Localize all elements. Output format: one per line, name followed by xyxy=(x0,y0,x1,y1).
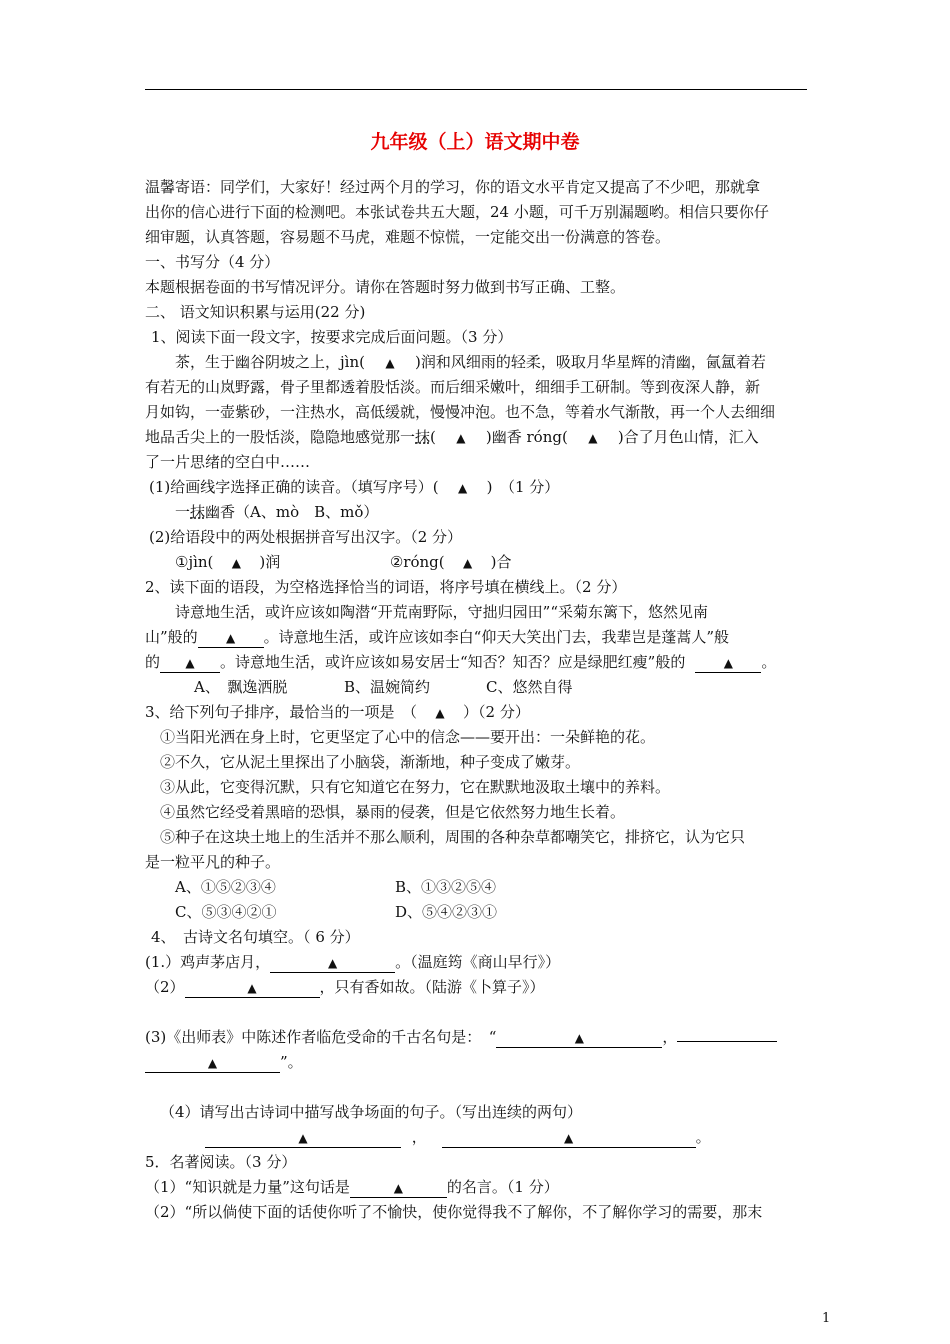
q2-option-a: A、 飘逸洒脱 xyxy=(194,678,288,696)
q1-passage-line-4: 地品舌尖上的一股恬淡，隐隐地感觉那一抹( ▲ )幽香 róng( ▲ )合了月色山情，汇入 xyxy=(145,428,759,446)
q4-item-4-blanks: ▲ ， ▲ 。 xyxy=(205,1127,711,1148)
answer-blank xyxy=(442,1128,696,1148)
q1-sub-1-options: 一抹幽香（A、mò B、mǒ） xyxy=(175,503,379,521)
q1-passage-line-2: 有若无的山岚野露，骨子里都透着股恬淡。而后细采嫩叶，细细手工研制。等到夜深人静，新 xyxy=(145,378,761,396)
answer-blank xyxy=(496,1028,662,1048)
answer-blank xyxy=(198,628,264,648)
q3-sentence-2: ②不久，它从泥土里探出了小脑袋，渐渐地，种子变成了嫩芽。 xyxy=(160,753,581,771)
answer-blank xyxy=(145,1053,280,1073)
answer-triangle: ▲ xyxy=(456,431,466,445)
answer-triangle: ▲ xyxy=(298,1131,308,1145)
answer-triangle: ▲ xyxy=(393,1181,403,1195)
q4-item-3: (3)《出师表》中陈述作者临危受命的千古名句是： “ ▲ ， xyxy=(145,1027,777,1048)
answer-blank xyxy=(695,653,761,673)
q3-stem: 3、给下列句子排序，最恰当的一项是 （ ▲ ）（2 分） xyxy=(145,703,530,721)
q1-passage-line-1: 茶，生于幽谷阴坡之上，jìn( ▲ )润和风细雨的轻柔，吸取月华星辉的清幽，氤氲着若 xyxy=(175,353,766,371)
q1-passage-line-5: 了一片思绪的空白中…… xyxy=(145,453,311,471)
q2-stem: 2、读下面的语段，为空格选择恰当的词语，将序号填在横线上。（2 分） xyxy=(145,578,627,596)
section-1-text: 本题根据卷面的书写情况评分。请你在答题时努力做到书写正确、工整。 xyxy=(145,278,626,296)
q2-line-2: 山”般的 ▲ 。诗意地生活，或许应该如李白“仰天大笑出门去，我辈岂是蓬蒿人”般 xyxy=(145,628,730,646)
answer-blank xyxy=(677,1041,777,1042)
answer-triangle: ▲ xyxy=(231,556,242,570)
q2-option-b: B、温婉简约 xyxy=(344,678,431,696)
answer-triangle: ▲ xyxy=(588,431,598,445)
q2-line-3: 的 ▲ 。诗意地生活，或许应该如易安居士“知否？知否？应是绿肥红瘦”般的 ▲ 。 xyxy=(145,653,777,671)
q4-item-2: （2） ▲ ，只有香如故。（陆游《卜算子》） xyxy=(145,978,545,996)
q3-sentence-1: ①当阳光洒在身上时，它更坚定了心中的信念——要开出：一朵鲜艳的花。 xyxy=(160,728,656,746)
answer-blank xyxy=(270,953,395,973)
intro-line-3: 细审题，认真答题，容易题不马虎，难题不惊慌，一定能交出一份满意的答卷。 xyxy=(145,228,671,246)
q3-option-d: D、⑤④②③① xyxy=(395,903,498,921)
answer-blank xyxy=(350,1178,447,1198)
answer-triangle: ▲ xyxy=(574,1031,585,1045)
q4-item-3-cont: ▲ ”。 xyxy=(145,1052,303,1073)
q4-stem: 4、 古诗文名句填空。（ 6 分） xyxy=(151,928,360,946)
q3-sentence-5: ⑤种子在这块土地上的生活并不那么顺利，周围的各种杂草都嘲笑它，排挤它，认为它只 xyxy=(160,828,746,846)
q5-stem: 5．名著阅读。（3 分） xyxy=(145,1153,297,1171)
q3-sentence-3: ③从此，它变得沉默，只有它知道它在努力，它在默默地汲取土壤中的养料。 xyxy=(160,778,671,796)
answer-triangle: ▲ xyxy=(247,981,257,995)
q1-sub-2: (2)给语段中的两处根据拼音写出汉字。（2 分） xyxy=(149,528,463,546)
q3-option-a: A、①⑤②③④ xyxy=(175,878,276,896)
intro-line-1: 温馨寄语：同学们，大家好！经过两个月的学习，你的语文水平肯定又提高了不少吧，那就拿 xyxy=(145,178,761,196)
q4-item-1: (1.）鸡声茅店月， ▲ 。（温庭筠《商山早行》） xyxy=(145,953,561,971)
exam-title: 九年级（上）语文期中卷 xyxy=(370,131,580,153)
answer-triangle: ▲ xyxy=(185,656,195,670)
q1-sub-2-blanks: ①jìn( ▲ )润 ②róng( ▲ )合 xyxy=(175,553,512,571)
q5-item-2: （2）“所以倘使下面的话使你听了不愉快，使你觉得我不了解你，不了解你学习的需要，那末 xyxy=(145,1203,763,1221)
answer-blank xyxy=(205,1128,401,1148)
answer-triangle: ▲ xyxy=(462,556,473,570)
answer-blank xyxy=(185,978,320,998)
q1-passage-line-3: 月如钩，一壶紫砂，一注热水，高低缓就，慢慢冲泡。也不急，等着水气渐散，再一个人去细细 xyxy=(145,403,776,421)
q3-option-c: C、⑤③④②① xyxy=(175,903,277,921)
answer-triangle: ▲ xyxy=(226,631,236,645)
answer-triangle: ▲ xyxy=(563,1131,574,1145)
q3-sentence-5-cont: 是一粒平凡的种子。 xyxy=(145,853,281,871)
underlined-char: 抹 xyxy=(190,503,206,521)
answer-triangle: ▲ xyxy=(328,956,338,970)
q3-option-b: B、①③②⑤④ xyxy=(395,878,497,896)
answer-triangle: ▲ xyxy=(385,356,395,370)
underlined-char: 抹 xyxy=(415,428,431,446)
header-rule xyxy=(145,89,807,90)
q2-option-c: C、悠然自得 xyxy=(486,678,573,696)
q4-item-4: （4）请写出古诗词中描写战争场面的句子。（写出连续的两句） xyxy=(160,1103,583,1121)
answer-triangle: ▲ xyxy=(457,481,468,495)
answer-triangle: ▲ xyxy=(207,1056,218,1070)
intro-line-2: 出你的信心进行下面的检测吧。本张试卷共五大题，24 小题，可千万别漏题哟。相信只要你仔 xyxy=(145,203,769,221)
answer-triangle: ▲ xyxy=(723,656,733,670)
q5-item-1: （1）“知识就是力量”这句话是 ▲ 的名言。（1 分） xyxy=(145,1178,559,1196)
q2-line-1: 诗意地生活，或许应该如陶潜“开荒南野际，守拙归园田”“采菊东篱下，悠然见南 xyxy=(175,603,709,621)
q3-sentence-4: ④虽然它经受着黑暗的恐惧，暴雨的侵袭，但是它依然努力地生长着。 xyxy=(160,803,626,821)
answer-triangle: ▲ xyxy=(435,706,445,720)
section-1-heading: 一、书写分（4 分） xyxy=(145,253,280,271)
page-number: 1 xyxy=(822,1311,831,1326)
answer-blank xyxy=(160,653,220,673)
section-2-heading: 二、 语文知识积累与运用(22 分) xyxy=(145,303,366,321)
q1-sub-1: (1)给画线字选择正确的读音。（填写序号）( ▲ ) （1 分） xyxy=(149,478,560,496)
q1-stem: 1、阅读下面一段文字，按要求完成后面问题。（3 分） xyxy=(151,328,513,346)
